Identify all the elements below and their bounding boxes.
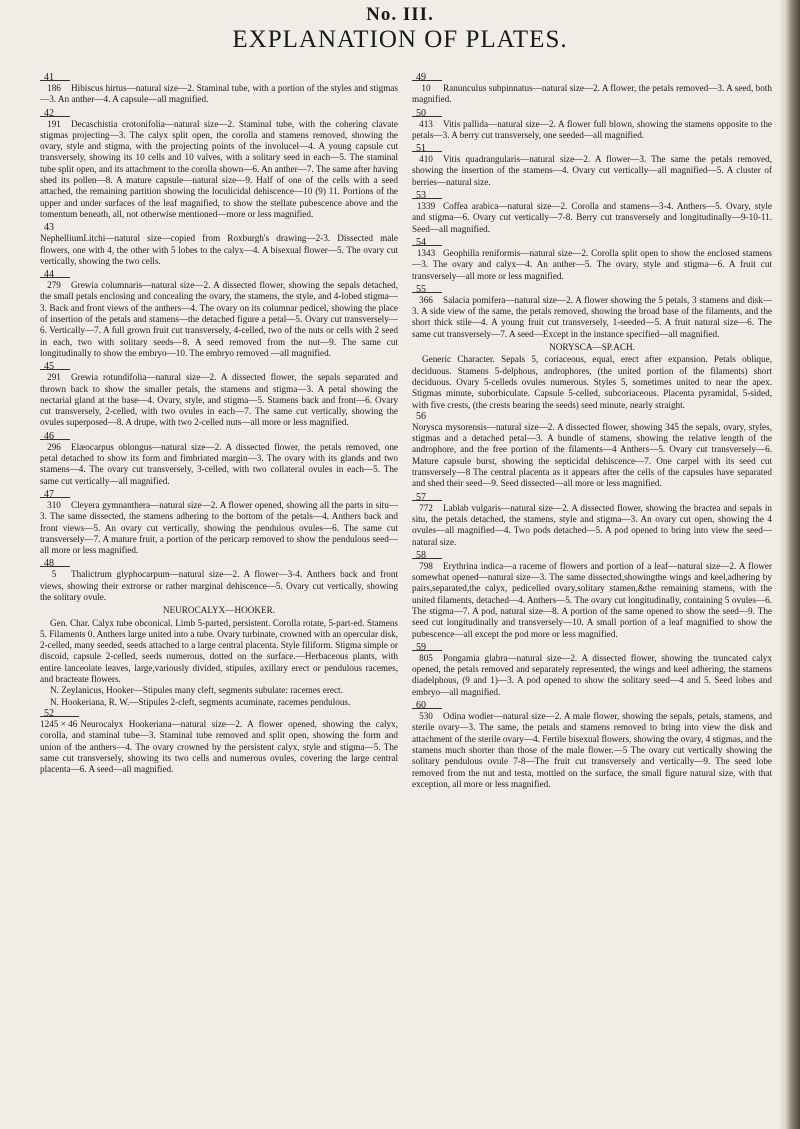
figure-number: 772 bbox=[412, 503, 440, 514]
plate-entry bbox=[40, 558, 398, 603]
plate-entry bbox=[412, 550, 772, 640]
figure-number: 798 bbox=[412, 561, 440, 572]
figure-number: 366 bbox=[412, 295, 440, 306]
description-text: Thalictrum glyphocarpum—natural size—2. A flower—3-4. Anthers back and front views, showing their extrorse or rather marginal dehiscence—5. Ovary cut vertically, showing the solitary ovule. bbox=[40, 569, 398, 602]
figure-number: 1339 bbox=[412, 201, 440, 212]
plate-number-label: 43 bbox=[44, 222, 54, 234]
plate-number-label: 53 bbox=[416, 190, 426, 202]
plate-number-label: 41 bbox=[44, 72, 54, 83]
entry-text bbox=[412, 154, 772, 188]
plate-entry bbox=[40, 72, 398, 106]
plate-number: No. III. bbox=[366, 4, 434, 25]
section-heading: NORYSCA—SP.ACH. bbox=[549, 342, 635, 353]
figure-number: 310 bbox=[40, 500, 68, 511]
plate-number-label: 48 bbox=[44, 558, 54, 570]
entry-text bbox=[40, 719, 398, 775]
figure-number: 10 bbox=[412, 83, 440, 94]
description-text: Salacia pomifera—natural size—2. A flower showing the 5 petals, 3 stamens and disk—3. A side view of the same, the petals removed, showing the broad base of the filaments, and the short thick stile—4. A young fruit cut transversely, 1-seeded—5. A fruit natural size—6. The same cut transversely—7. A seed—Except in the instance specified—all magnified. bbox=[412, 294, 772, 339]
figure-number: 805 bbox=[412, 653, 440, 664]
plate-number-label: 52 bbox=[44, 707, 54, 719]
plate-number-label: 49 bbox=[416, 72, 426, 83]
plate-entry bbox=[412, 190, 772, 235]
page-edge-shadow bbox=[778, 0, 800, 1129]
description-text: Erythrina indica—a raceme of flowers and portion of a leaf—natural size—2. A flower somewhat opened—natural size—3. The same dissected,showingthe wings and keel,adhering by pairs,separated,the calyx, pedicelled ovary,solitary stamen,&the remaining stamens, with the united filaments, detached—4. Anthers—5. The ovary cut longitudinally, containing 5 ovules—6. The stigma—7. A pod, natural size—8. A portion of the same opened to show the seed—9. The seed cut longitudinally and transversely—10. A small portion of a leaf magnified to show the pubescence—all except the pod more or less magnified. bbox=[412, 560, 772, 639]
left-column bbox=[40, 72, 398, 1122]
plate-entry bbox=[412, 237, 772, 282]
plate-entry bbox=[412, 642, 772, 698]
entry-text bbox=[412, 201, 772, 235]
paragraph: N. Zeylanicus, Hooker—Stipules many cleft, segments subulate: racemes erect. bbox=[50, 685, 343, 696]
plate-entry bbox=[412, 143, 772, 188]
figure-number: 410 bbox=[412, 154, 440, 165]
plate-entry bbox=[40, 431, 398, 487]
plate-number-label: 54 bbox=[416, 236, 426, 248]
entry-text bbox=[412, 503, 772, 548]
description-text: Grewia columnaris—natural size—2. A dissected flower, showing the sepals detached, the small petals enclosing and concealing the ovary, the stamens, the style, and 4-lobed stigma—3. Back and front views of the anthers—4. The ovary on its columnar pedicel, showing the place of insertion of the petals and stamens—the detached figure a petal—5. Ovary cut transversely—6. Vertically—7. A full grown fruit cut transversely, 4-celled, two of the nuts or cells with 2 seed in each, two with solitary seeds—8. A seed removed from the nut—9. The same cut longitudinally to show the embryo—10. The embryo removed —all magnified. bbox=[40, 280, 398, 358]
plate-entry bbox=[40, 708, 398, 775]
entry-text bbox=[412, 422, 772, 490]
entry-text bbox=[40, 442, 398, 487]
figure-number: 5 bbox=[40, 569, 68, 580]
description-text: Grewia rotundifolia—natural size—2. A dissected flower, the sepals separated and thrown back to show the smaller petals, the stamens and stigma—3. A petal showing the nectarial gland at the base—4. Ovary, style, and stigma—5. Stamens back and front—6. Ovary cut transversely, 2-celled, with two ovules in each—7. The same cut vertically, showing the ovules superposed—8. A drupe, with two 2-celled nuts—all more or less magnified. bbox=[40, 372, 398, 428]
plate-number-label: 56 bbox=[416, 410, 426, 422]
entry-text bbox=[412, 83, 772, 106]
plate-number-label: 44 bbox=[44, 269, 54, 281]
description-text: Vitis pallida—natural size—2. A flower full blown, showing the stamens opposite to the petals—3. A berry cut transversely, one seeded—all magnified. bbox=[412, 118, 772, 140]
figure-number: 279 bbox=[40, 280, 68, 291]
entry-text bbox=[40, 83, 398, 106]
paragraph: Generic Character. Sepals 5, coriaceous, equal, erect after expansion. Petals oblique, deciduous. Stamens 5-delphous, androphores, (the united portion of the filaments) short deciduous. Ovary 5-celleds ovules numerous. Styles 5, sometimes united to near the apex. Stigmas minute, suborbiculate. Capsule 5-celled, subcoriaceous. Placenta pyramidal, 5-sided, with five crests, (the crests bearing the seeds) seed minute, nearly straight. bbox=[412, 354, 772, 410]
right-column bbox=[412, 72, 772, 1122]
plate-entry bbox=[40, 269, 398, 359]
description-text: NephelliumLitchi—natural size—copied from Roxburgh's drawing—2-3. Dissected male flowers, one with 4, the other with 5 lobes to the calyx—4. A bisexual flower—5. The ovary cut vertically, showing the two cells. bbox=[40, 233, 398, 266]
plate-number-label: 57 bbox=[416, 491, 426, 503]
description-text: Decaschistia crotonifolia—natural size—2. Staminal tube, with the cohering clavate stigmas projecting—3. The calyx split open, the corolla and stamens removed, showing the ovary, style and stigma, with the projecting points of the involucel—4. A young capsule cut transversely, showing its 10 cells and 10 valves, with a solitary seed in each—5. The staminal tube split open, and its attachment to the corolla shown—6. An anther—7. The same after having shed its pollen—8. A mature capsule—natural size—9. Half of one of the cells with a seed attached, the remaining partition showing the loculicidal dehiscence—10 (9) 11. Portions of the upper and under surfaces of the leaf magnified, to show the stellate pubescence above and the tomentum beneath, all, not otherwise mentioned—more or less magnified. bbox=[40, 118, 398, 219]
figure-number: 413 bbox=[412, 119, 440, 130]
plate-number-label: 55 bbox=[416, 283, 426, 295]
entry-text bbox=[40, 119, 398, 221]
description-text: Cleyera gymnanthera—natural size—2. A flower opened, showing all the parts in situ—3. The same dissected, the stamens adhering to the bottom of the petals—4. Anthers back and front views—5. An ovary cut vertically, showing the pendulous ovules—6. The same cut transversely—7. A mature fruit, a portion of the pericarp removed to show the pendulous seed—all more or less magnified. bbox=[40, 499, 398, 556]
entry-text bbox=[412, 653, 772, 698]
plate-number-label: 45 bbox=[44, 361, 54, 373]
page-title: EXPLANATION OF PLATES. bbox=[232, 26, 568, 53]
section-heading: NEUROCALYX—HOOKER. bbox=[162, 605, 276, 616]
plate-number-label: 51 bbox=[416, 143, 426, 155]
entry-text bbox=[40, 569, 398, 603]
entry-text bbox=[40, 372, 398, 428]
description-text: Geophilla reniformis—natural size—2. Corolla split open to show the enclosed stamens—3. The ovary and calyx—4. An anther—5. The ovary, style and stigma—6. A fruit cut transversely—all more or less magnified. bbox=[412, 247, 772, 281]
description-text: Vitis quadrangularis—natural size—2. A flower—3. The same the petals removed, showing the insertion of the stamens—4. Ovary cut vertically—all magnified—5. A cluster of berries—natural size. bbox=[412, 154, 772, 187]
plate-entry bbox=[40, 222, 398, 267]
plate-number-label: 50 bbox=[416, 107, 426, 119]
plate-entry bbox=[412, 72, 772, 106]
paragraph: Gen. Char. Calyx tube obconical. Limb 5-parted, persistent. Corolla rotate, 5-part-ed. Stamens 5. Filaments 0. Anthers large united into a tube. Ovary turbinate, crowned with an opercular disk, 2-celled, many seeded, seeds attached to a large central placenta. Style filiform. Stigma simple or discoid, capsule 2-celled, seeds numerous, dotted on the surface.—Herbaceous plants, with entire lanceolate leaves, large,variously divided, stipules, axillary erect or pendulous racemes, and bracteate flowers. bbox=[40, 617, 398, 685]
entry-text bbox=[40, 233, 398, 267]
description-text: Elæocarpus oblongus—natural size—2. A dissected flower, the petals removed, one petal detached to show its form and fimbriated margin—3. The ovary with its glands and two stamens—4. The ovary cut transversely, 3-celled, with two collateral ovules in each—5. The same cut vertically—all magnified. bbox=[40, 441, 398, 486]
figure-number: 191 bbox=[40, 119, 68, 130]
plate-entry bbox=[412, 108, 772, 142]
entry-text bbox=[412, 711, 772, 790]
plate-entry bbox=[40, 108, 398, 221]
figure-number: 291 bbox=[40, 372, 68, 383]
plate-number-label: 59 bbox=[416, 641, 426, 653]
plate-number-label: 60 bbox=[416, 700, 426, 712]
plate-number-label: 46 bbox=[44, 430, 54, 442]
entry-text bbox=[40, 280, 398, 359]
entry-text bbox=[412, 248, 772, 282]
plate-entry bbox=[40, 361, 398, 428]
description-text: Odina wodier—natural size—2. A male flower, showing the sepals, petals, stamens, and sterile ovary—3. The same, the petals and stamens removed to bring into view the disk and attachment of the sterile ovary—4. Fertile bisexual flowers, showing the ovary, 4 stigmas, and the stamens much shorter than those of the male flower.—5 The ovary cut vertically showing the solitary pendulous ovule 7-8—The fruit cut transversely and vertically—9. The seed lobe removed from the nut and testa, mottled on the surface, the small figure natural size, with that exception, all more or less magnified. bbox=[412, 711, 772, 789]
plate-number-label: 58 bbox=[416, 549, 426, 561]
plate-number-label: 47 bbox=[44, 488, 54, 500]
entry-text bbox=[412, 119, 772, 142]
description-text: Pongamia glabra—natural size—2. A dissected flower, showing the truncated calyx opened, the petals removed and separately represented, the wings and keel adhering, the stamens diadelphous, (9 and 1)—3. A pod opened to show the solitary seed—4 and 5. Seed lobes and embryo—all magnified. bbox=[412, 652, 772, 697]
plate-number-label: 42 bbox=[44, 107, 54, 119]
figure-number: 530 bbox=[412, 711, 440, 722]
figure-number: 186 bbox=[40, 83, 68, 94]
plate-entry bbox=[412, 492, 772, 548]
plate-entry bbox=[412, 411, 772, 490]
description-text: Neurocalyx Hookeriana—natural size—2. A flower opened, showing the calyx, corolla, and staminal tube—3. Staminal tube removed and split open, showing the form and union of the anthers—4. The ovary crowned by the persistent calyx, style and stigma—5. The same cut transversely, showing its two cells and numerous ovules, covering the large central placenta—6. A seed—all magnified. bbox=[40, 718, 398, 775]
entry-text bbox=[412, 561, 772, 640]
entry-text bbox=[412, 295, 772, 340]
plate-entry bbox=[40, 489, 398, 556]
description-text: Ranunculus subpinnatus—natural size—2. A flower, the petals removed—3. A seed, both magnified. bbox=[412, 83, 772, 105]
description-text: Norysca mysorensis—natural size—2. A dissected flower, showing 345 the sepals, ovary, styles, stigmas and a detached petal—3. A bundle of stamens, showing the relative length of the androphore, and the free portion of the filaments—4 Anthers—5. Ovary cut transversely—6. Mature capsule burst, showing the septicidal dehiscence—7. One carpel with its seed cut transversely—8 The central placenta as it appears after the cells of the capsules have separated and shed their seed—9. Seed dissected—all more or less magnified. bbox=[412, 421, 772, 489]
entry-text bbox=[40, 500, 398, 556]
figure-number: 1343 bbox=[412, 248, 440, 259]
description-text: Hibiscus hirtus—natural size—2. Staminal tube, with a portion of the styles and stigmas—3. An anther—4. A capsule—all magnified. bbox=[40, 83, 398, 105]
description-text: Coffea arabica—natural size—2. Corolla and stamens—3-4. Anthers—5. Ovary, style and stigma—6. Ovary cut vertically—7-8. Berry cut transversely and longitudinally—9-10-11. Seed—all magnified. bbox=[412, 201, 772, 234]
plate-entry bbox=[412, 700, 772, 790]
description-text: Lablab vulgaris—natural size—2. A dissected flower, showing the bractea and sepals in situ, the petals detached, the stamens, style and stigma—3. An ovary cut open, showing the 4 ovules—all magnified—4. Two pods detached—5. A pod opened to bring into view the seed—natural size. bbox=[412, 502, 772, 547]
figure-number: 1245 × 46 bbox=[40, 718, 78, 729]
paragraph: N. Hookeriana, R. W.—Stipules 2-cleft, segments acuminate, racemes pendulous. bbox=[50, 696, 351, 707]
figure-number: 296 bbox=[40, 442, 68, 453]
plate-entry bbox=[412, 284, 772, 340]
